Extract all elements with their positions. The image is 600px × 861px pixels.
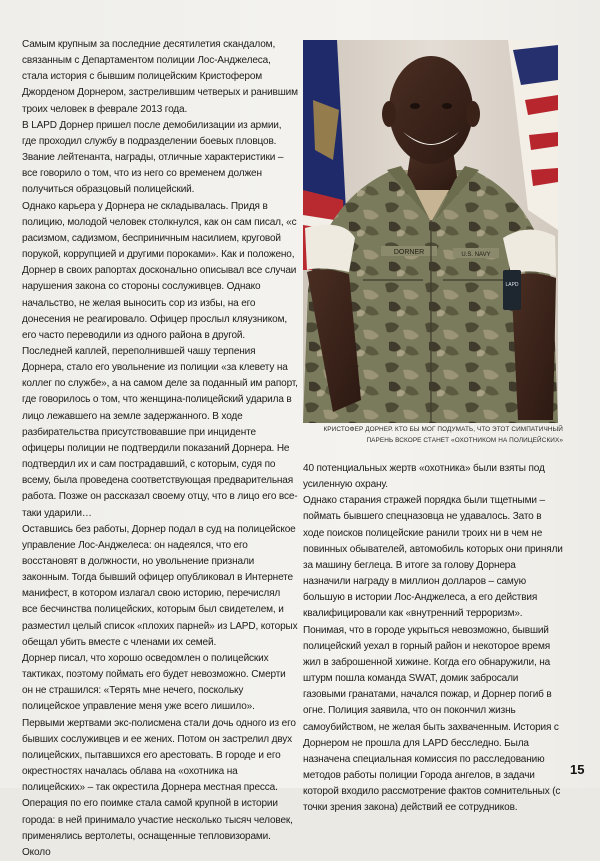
paragraph: Последней каплей, переполнившей чашу терпения Дорнера, стало его увольнение из полиции «за клевету на коллег по службе», а на самом деле за поданный им рапорт, где говорилось о том, что женщина-полицейский ударила в лицо лежавшего на земле задержанного. В ходе разбирательства присутствовавшие при инциденте офицеры полиции не подтвердили показаний Дорнера. Не подтвердил их и сам пострадавший, с которым, судя по всему, была проведена соответствующая предварительная работа. Позже он рассказал своему отцу, что в лицо его все-таки ударили… [22,345,298,519]
page-number: 15 [570,762,585,777]
photo-caption: КРИСТОФЕР ДОРНЕР. КТО БЫ МОГ ПОДУМАТЬ, ЧТО ЭТОТ СИМПАТИЧНЫЙ ПАРЕНЬ ВСКОРЕ СТАНЕТ «ОХОТНИКОМ НА ПОЛИЦЕЙСКИХ» [323,426,563,444]
paragraph: 40 потенциальных жертв «охотника» были взяты под усиленную охрану. [303,463,545,491]
paragraph: В LAPD Дорнер пришел после демобилизации из армии, где проходил службу в подразделении боевых пловцов. Звание лейтенанта, награды, отличные характеристики – все говорило о том, что из него со временем должен получиться образцовый полицейский. [22,119,284,196]
paragraph: Дорнер писал, что хорошо осведомлен о полицейских тактиках, поэтому поймать его будет невозможно. Смерти он не страшился: «Терять мне нечего, поскольку полицейское управление меня уже всего лишило». [22,652,286,713]
article-left-column [22,37,298,861]
paragraph: Самым крупным за последние десятилетия скандалом, связанным с Департаментом полиции Лос-Анджелеса, стала история с бывшим полицейским Кристофером Джорденом Дорнером, застрелившим четверых и ранившим троих человек в феврале 2013 года. [22,39,298,115]
branch-tape: U.S. NAVY [461,252,491,258]
paragraph: Первыми жертвами экс-полисмена стали дочь одного из его бывших сослуживцев и ее жених. Потом он застрелил двух полицейских, пытавшихся его арестовать. В городе и его окрестностях началась облава на «охотника на полицейских» – так окрестила Дорнера местная пресса. Операция по его поимке стала самой крупной в истории города: в ней принимало участие несколько тысяч человек, применялись вертолеты, оснащенные тепловизорами. Около [22,717,296,858]
paragraph: Однако карьера у Дорнера не складывалась. Придя в полицию, молодой человек столкнулся, как он сам писал, «с расизмом, садизмом, бесприничным насилием, круговой порукой, коррупцией и другими пороками». Как и положено, Дорнер в своих рапортах досконально описывал все случаи нарушения закона со стороны сослуживцев. Однако начальство, не желая выносить сор из избы, на его донесения не реагировало. Офицер прослыл кляузником, его часто переводили из одного района в другой. [22,200,297,341]
name-tape: DORNER [393,249,425,256]
paragraph: Оставшись без работы, Дорнер подал в суд на полицейское управление Лос-Анджелеса: он надеялся, что его восстановят в должности, но увольнение признали законным. Тогда бывший офицер опубликовал в Интернете манифест, в котором излагал свою историю, перечислял все бесчинства полицейских, которым был свидетелем, и разместил целый список «плохих парней» из LAPD, которых обещал убить вместе с членами их семей. [22,523,298,648]
portrait-photo [303,40,558,423]
badge-label: LAPD [505,282,519,288]
article-right-column [303,461,563,816]
paragraph: Однако старания стражей порядка были тщетными – поймать бывшего спецназовца не удавалось. Зато в ходе поисков полицейские ранили троих ни в чем не повинных обывателей, автомобиль которых они приняли за машину беглеца. В итоге за голову Дорнера назначили награду в миллион долларов – самую большую в истории Лос-Анджелеса, а его действия квалифицировали как «внутренний терроризм». Понимая, что в городе укрыться невозможно, бывший полицейский уехал в горный район и некоторое время жил в заброшенной хижине. Когда его обнаружили, на штурм пошла команда SWAT, домик забросали газовыми гранатами, начался пожар, и Дорнер погиб в огне. Полиция заявила, что он покончил жизнь самоубийством, не желая быть захваченным. История с Дорнером не прошла для LAPD бесследно. Была назначена специальная комиссия по расследованию методов работы полиции Города ангелов, в задачи которой входило рассмотрение фактов сомнительных (с точки зрения закона) действий ее сотрудников. [303,495,563,814]
